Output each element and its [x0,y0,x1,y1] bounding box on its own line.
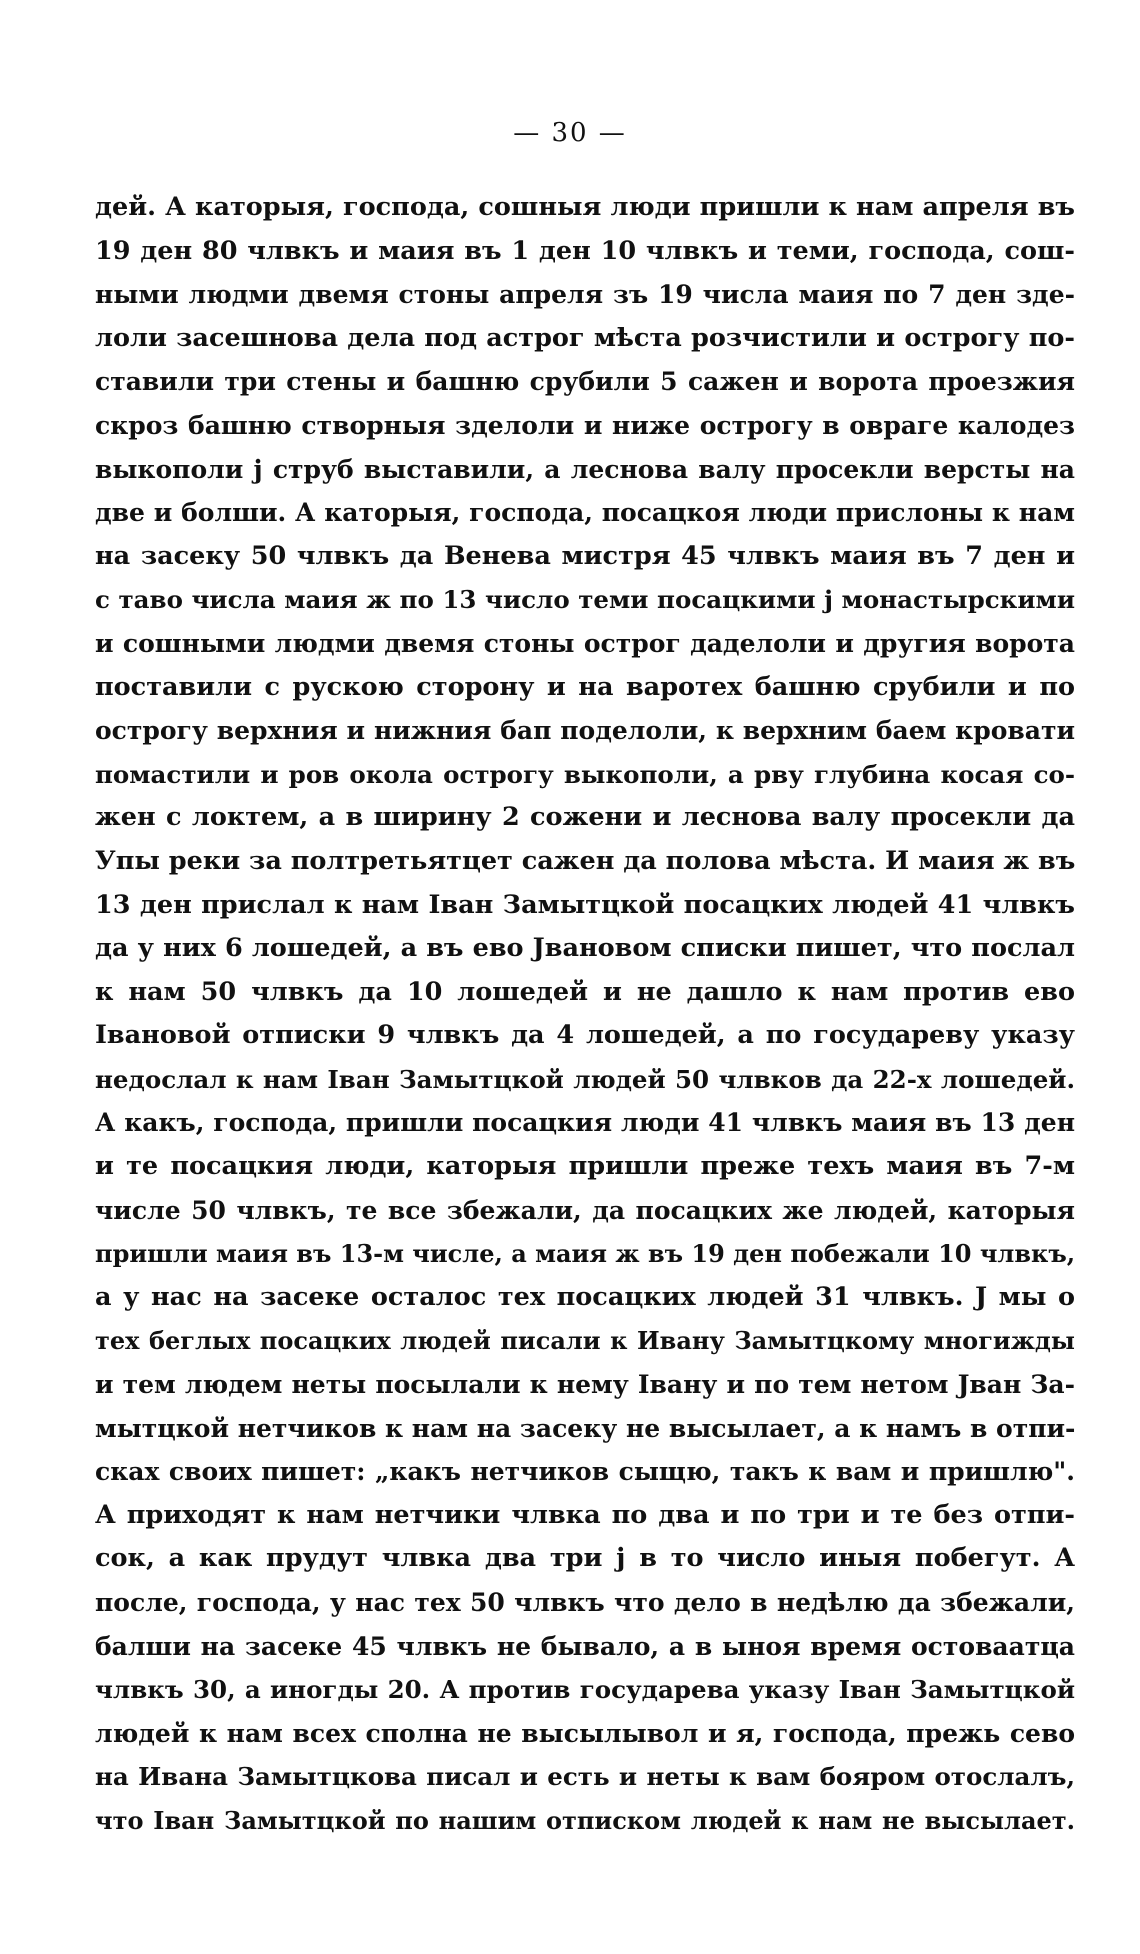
text-line: члвкъ 30, а иногды 20. А против государева указу Іван Замытцкой [95,1675,1075,1705]
text-line: тех беглых посацких людей писали к Ивану Замытцкому многижды [95,1326,1075,1356]
text-line: острогу верхния и нижния бап поделоли, к верхним баем кровати [95,716,1075,746]
text-line: с таво числа маия ж по 13 число теми посацкими ј монастырскими [95,585,1075,615]
text-line: а у нас на засеке осталос тех посацких людей 31 члвкъ. Ј мы о [95,1281,1075,1312]
text-line: балши на засеке 45 члвкъ не бывало, а в ыноя время остоваатца [95,1631,1075,1661]
text-line: на засеку 50 члвкъ да Венева мистря 45 члвкъ маия въ 7 ден и [95,540,1075,571]
text-line: Упы реки за полтретьятцет сажен да полова мѣста. И маия ж въ [95,845,1075,876]
text-line: скроз башню створныя зделоли и ниже острогу в овраге калодез [95,410,1075,440]
text-line: людей к нам всех сполна не высылывол и я, господа, прежь сево [95,1718,1075,1748]
text-line: поставили с рускою сторону и на варотех башню срубили и по [95,671,1075,702]
text-line: жен с локтем, а в ширину 2 сожени и леснова валу просекли да [95,802,1075,833]
text-line: выкополи ј струб выставили, а леснова валу просекли версты на [95,454,1075,484]
text-line: что Іван Замытцкой по нашим отписком людей к нам не высылает. [95,1805,1075,1835]
text-line: помастили и ров окола острогу выкополи, а рву глубина косая со- [95,759,1075,789]
text-line: ными людми двемя стоны апреля зъ 19 числа маия по 7 ден зде- [95,280,1075,310]
text-line: 19 ден 80 члвкъ и маия въ 1 ден 10 члвкъ и теми, господа, сош- [95,235,1075,266]
text-line: 13 ден прислал к нам Іван Замытцкой посацких людей 41 члвкъ [95,889,1075,920]
text-line: недослал к нам Іван Замытцкой людей 50 члвков да 22-х лошедей. [95,1064,1075,1094]
body-text [95,186,1075,1843]
text-line: сок, а как прудут члвка два три ј в то число иныя побегут. А [95,1543,1075,1574]
page-number: — 30 — [513,118,627,148]
text-line: и тем людем неты посылали к нему Івану и по тем нетом Јван За- [95,1370,1075,1400]
text-line: пришли маия въ 13-м числе, а маия ж въ 19 ден побежали 10 члвкъ, [95,1239,1075,1269]
text-line: и сошными людми двемя стоны острог даделоли и другия ворота [95,628,1075,658]
text-line: да у них 6 лошедей, а въ ево Јвановом списки пишет, что послал [95,933,1075,964]
text-line: две и болши. А каторыя, господа, посацкоя люди прислоны к нам [95,498,1075,528]
text-line: сках своих пишет: „какъ нетчиков сыщю, такъ к вам и пришлю". [95,1457,1075,1487]
text-line: мытцкой нетчиков к нам на засеку не высылает, а к намъ в отпи- [95,1413,1075,1443]
text-line: дей. А каторыя, господа, сошныя люди пришли к нам апреля въ [95,192,1075,222]
text-line: Івановой отписки 9 члвкъ да 4 лошедей, а по государеву указу [95,1020,1075,1051]
text-line: лоли засешнова дела под астрог мѣста розчистили и острогу по- [95,322,1075,353]
text-line: А приходят к нам нетчики члвка по два и по три и те без отпи- [95,1499,1075,1530]
text-line: числе 50 члвкъ, те все збежали, да посацких же людей, каторыя [95,1195,1075,1225]
text-line: на Ивана Замытцкова писал и есть и неты к вам бояром отослалъ, [95,1762,1075,1792]
text-line: ставили три стены и башню срубили 5 сажен и ворота проезжия [95,367,1075,397]
text-line: после, господа, у нас тех 50 члвкъ что дело в недѣлю да збежали, [95,1588,1075,1617]
text-line: А какъ, господа, пришли посацкия люди 41 члвкъ маия въ 13 ден [95,1108,1075,1138]
text-line: к нам 50 члвкъ да 10 лошедей и не дашло к нам против ево [95,976,1075,1007]
text-line: и те посацкия люди, каторыя пришли преже техъ маия въ 7-м [95,1151,1075,1182]
